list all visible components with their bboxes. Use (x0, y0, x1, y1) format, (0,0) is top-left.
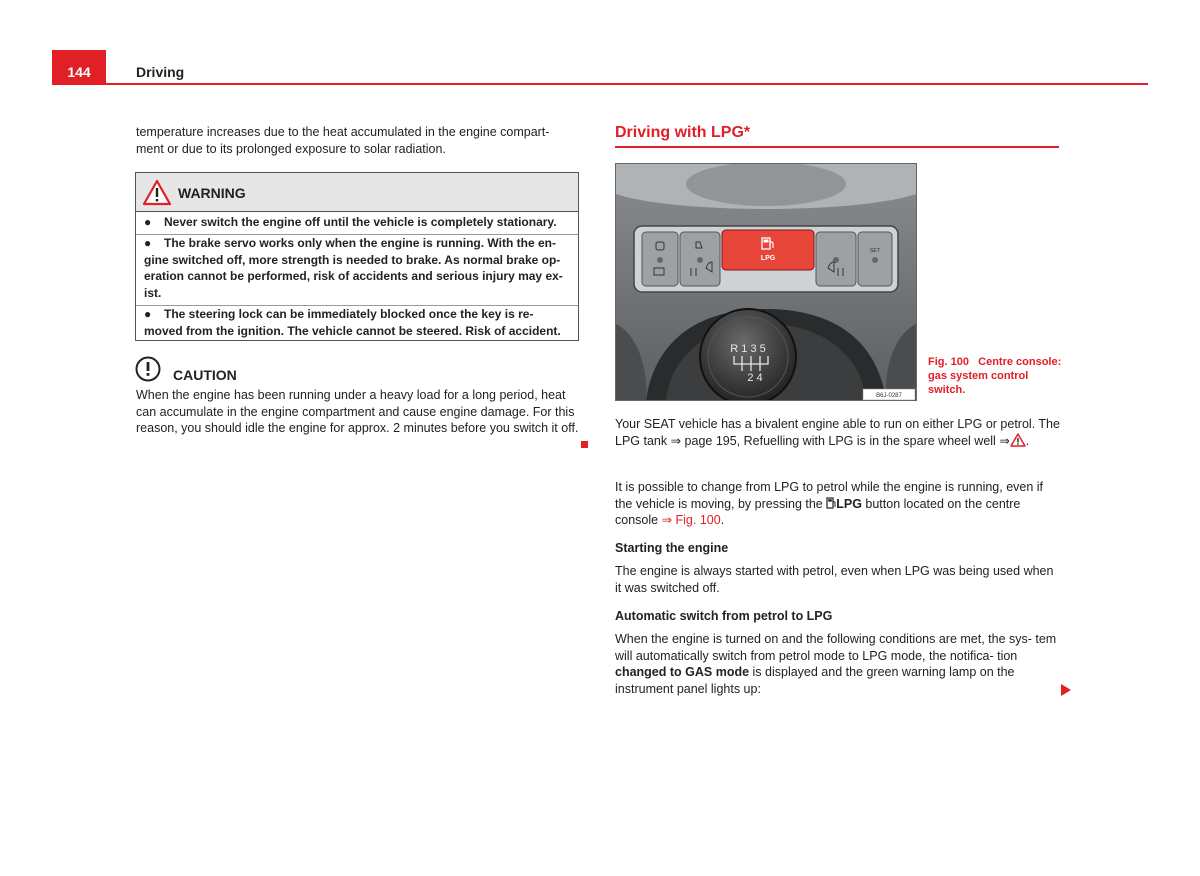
paragraph-change-fuel: It is possible to change from LPG to petrol while the engine is running, even if the vehicle is moving, by pressing the LPG button located on the centre console ⇒ Fig. 100. (615, 480, 1044, 527)
continue-arrow-icon (1061, 684, 1071, 696)
lpg-button-label: LPG (760, 255, 776, 262)
centre-console-illustration (616, 164, 916, 400)
end-marker-icon (581, 441, 588, 448)
figure-caption-text: Centre console: gas system control switch. (928, 356, 1062, 396)
section-rule (615, 146, 1059, 148)
header-rule (52, 83, 1148, 85)
warning-triangle-icon (142, 179, 172, 206)
warning-item: ● Never switch the engine off until the vehicle is completely stationary. (144, 215, 557, 229)
gas-mode-notification: changed to GAS mode (615, 665, 750, 679)
caution-exclamation-icon (135, 356, 161, 382)
lpg-button-name: LPG (836, 496, 862, 511)
figure-reference-link[interactable]: ⇒ Fig. 100 (661, 513, 721, 527)
figure-centre-console (615, 163, 917, 401)
caution-paragraph: When the engine has been running under a heavy load for a long period, heat can accumulate in the engine compartment and cause engine damage. For this reason, you should idle the engine for approx. 2 minutes before you switch it off. (136, 388, 579, 435)
gear-pattern-bottom: 2 4 (747, 372, 763, 384)
figure-caption (928, 355, 1063, 397)
page-number-text: 144 (67, 64, 91, 80)
page-reference-link[interactable]: ⇒ page 195, Refuelling with LPG (670, 433, 854, 448)
figure-number: Fig. 100 (928, 356, 969, 368)
header-title: Driving (136, 64, 185, 80)
figure-image-code: B6J-0287 (876, 393, 902, 399)
set-button-label: SET (869, 248, 881, 254)
intro-paragraph: temperature increases due to the heat accumulated in the engine compart- ment or due to its prolonged exposure to solar radiation. (136, 125, 550, 156)
paragraph-automatic-switch: When the engine is turned on and the following conditions are met, the sys- tem will automatically switch from petrol mode to LPG mode, the notifica- tion changed to GAS mode is displayed and the green warning lamp on the instrument panel lights up: (615, 632, 1057, 696)
paragraph-starting-engine: The engine is always started with petrol, even when LPG was being used when it was switched off. (615, 564, 1054, 595)
warning-reference-arrow[interactable]: ⇒ (999, 433, 1010, 448)
warning-title: WARNING (178, 185, 246, 201)
fuel-pump-icon (826, 497, 836, 509)
warning-triangle-icon (1010, 433, 1026, 447)
heading-starting-engine: Starting the engine (615, 541, 729, 555)
warning-box (135, 172, 579, 341)
warning-header (136, 173, 578, 212)
gear-pattern-top: R 1 3 5 (730, 343, 766, 355)
caution-title: CAUTION (173, 367, 237, 383)
warning-item: ● The brake servo works only when the engine is running. With the en- gine switched off, more strength is needed to brake. As normal brake op- eration cannot be performed, risk of accidents and serious injury may ex- ist. (144, 236, 563, 300)
heading-automatic-switch: Automatic switch from petrol to LPG (615, 609, 833, 623)
page-number (52, 50, 106, 84)
section-title: Driving with LPG* (615, 124, 751, 141)
paragraph-bivalent-engine: Your SEAT vehicle has a bivalent engine able to run on either LPG or petrol. The LPG tank ⇒ page 195, Refuelling with LPG is in the spare wheel well ⇒ . (615, 417, 1060, 448)
warning-item: ● The steering lock can be immediately blocked once the key is re- moved from the ignition. The vehicle cannot be steered. Risk of accident. (144, 307, 561, 338)
